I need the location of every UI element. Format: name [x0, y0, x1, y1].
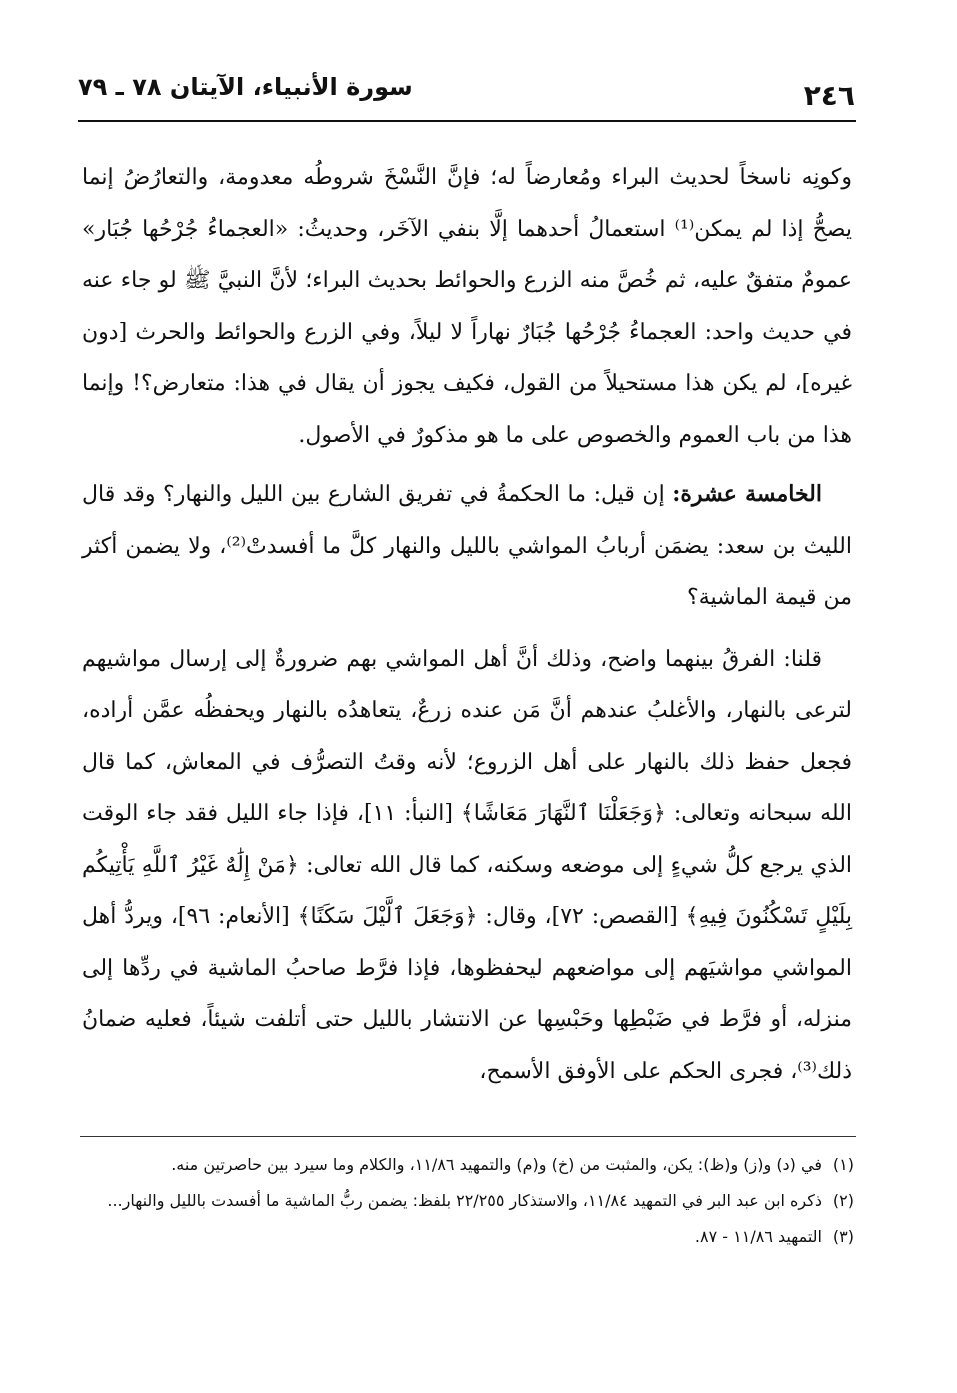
paragraph-3-text-d: [الأنعام: ٩٦]، ويردُّ أهل المواشي مواشيَهم إلى مواضعهم ليحفظوها، فإذا فرَّط صاحبُ الماشية في ردِّها إلى منزله، أو فرَّط في ضَبْطِها وحَبْسِها عن الانتشار بالليل حتى أتلفت شيئاً، فعليه ضمانُ ذلك⁽³⁾، فجرى الحكم على الأوفق الأسمح، [82, 904, 852, 1084]
paragraph-1: وكونِه ناسخاً لحديث البراء ومُعارضاً له؛ فإنَّ النَّسْخَ شروطُه معدومة، والتعارُضُ إنما يصحُّ إذا لم يمكن⁽¹⁾ استعمالُ أحدهما إلَّا بنفي الآخَر، وحديثُ: «العجماءُ جُرْحُها جُبَار» عمومٌ متفقٌ عليه، ثم خُصَّ منه الزرع والحوائط بحديث البراء؛ لأنَّ النبيَّ ﷺ لو جاء عنه في حديث واحد: العجماءُ جُرْحُها جُبَارٌ نهاراً لا ليلاً، وفي الزرع والحوائط والحرث [دون غيره]، لم يكن هذا مستحيلاً من القول، فكيف يجوز أن يقال في هذا: متعارض؟! وإنما هذا من باب العموم والخصوص على ما هو مذكورٌ في الأصول. [82, 165, 853, 448]
paragraph-2 [82, 469, 852, 624]
paragraph-3-text-a: قلنا: الفرقُ بينهما واضح، وذلك أنَّ أهل المواشي بهم ضرورةٌ إلى إرسال مواشيهم لترعى بالنهار، والأغلبُ عندهم أنَّ مَن عنده زرعٌ، يتعاهدُه بالنهار ويحفظُه عمَّن أراده، فجعل حفظ ذلك بالنهار على أهل الزروع؛ لأنه وقتُ التصرُّف في المعاش، كما قال الله سبحانه وتعالى: [82, 646, 852, 826]
running-title: سورة الأنبياء، الآيتان ٧٨ ـ ٧٩ [78, 73, 413, 101]
page-header [78, 62, 855, 118]
footnote-number: (٢) [832, 1191, 854, 1210]
footnote-2 [78, 1186, 854, 1216]
quran-verse-2: ﴿مَنْ إِلَٰهٌ غَيْرُ ٱللَّهِ يَأْتِيكُم بِلَيْلٍ تَسْكُنُونَ فِيهِ﴾ [82, 852, 852, 929]
header-divider [78, 120, 856, 122]
footnote-text: في (د) و(ز) و(ظ): يكن، والمثبت من (خ) و(م) والتمهيد ١١/٨٦، والكلام وما سيرد بين حاصرتين منه. [171, 1155, 822, 1174]
main-text [82, 152, 852, 1107]
footnotes [78, 1150, 854, 1258]
page-number: ٢٤٦ [803, 79, 855, 112]
quran-verse-1: ﴿وَجَعَلْنَا ٱلنَّهَارَ مَعَاشًا﴾ [460, 801, 666, 826]
paragraph-2-text: إن قيل: ما الحكمةُ في تفريق الشارع بين الليل والنهار؟ وقد قال الليث بن سعد: يضمَن أربابُ المواشي بالليل والنهار كلَّ ما أفسدتْ⁽²⁾، ولا يضمن أكثر من قيمة الماشية؟ [82, 482, 852, 610]
paragraph-3-text-b: [النبأ: ١١]، فإذا جاء الليل فقد جاء الوقت الذي يرجع كلُّ شيءٍ إلى موضعه وسكنه، كما قال الله تعالى: [82, 801, 853, 878]
footnote-text: التمهيد ١١/٨٦ - ٨٧. [694, 1227, 822, 1246]
paragraph-3 [82, 634, 852, 1098]
footnote-text: ذكره ابن عبد البر في التمهيد ١١/٨٤، والاستذكار ٢٢/٢٥٥ بلفظ: يضمن ربُّ الماشية ما أفسدت بالليل والنهار... [107, 1191, 822, 1210]
section-heading: الخامسة عشرة: [672, 481, 822, 507]
quran-verse-3: ﴿وَجَعَلَ ٱلَّيْلَ سَكَنًا﴾ [297, 904, 478, 929]
footnote-1 [78, 1150, 854, 1180]
footnote-number: (٣) [832, 1227, 854, 1246]
footnote-3 [78, 1222, 854, 1252]
paragraph-3-text-c: [القصص: ٧٢]، وقال: [485, 904, 678, 929]
footnote-divider [80, 1136, 856, 1137]
footnote-number: (١) [832, 1155, 854, 1174]
